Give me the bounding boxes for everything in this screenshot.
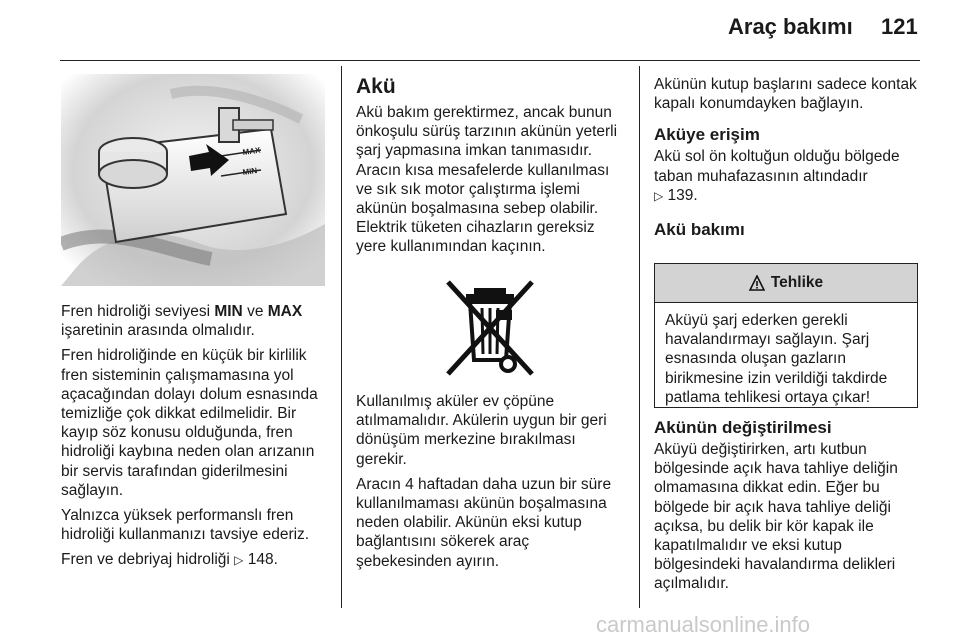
battery-access-paragraph: Akü sol ön koltuğun olduğu bölgede taban muhafazasının altındadır [654, 148, 900, 185]
column-divider-2 [639, 66, 640, 608]
page-ref-arrow-icon: ▷ [234, 553, 244, 568]
watermark: carmanualsonline.info [596, 612, 811, 637]
battery-disposal-paragraph: Kullanılmış aküler ev çöpüne atılmamalıdır. Akülerin uygun bir geri dönüşüm merkezine bırakılması gerekir. [356, 393, 607, 468]
brake-clutch-fluid-reference: Fren ve debriyaj hidroliği ▷ 148. [61, 551, 278, 569]
danger-warning-box [654, 263, 918, 408]
column-2-lower [356, 392, 626, 577]
page-number: 121 [881, 14, 918, 39]
danger-title: Tehlike [770, 274, 824, 291]
danger-text: Aküyü şarj ederken gerekli havalandırmayı sağlayın. Şarj esnasında oluşan gazların birikmesine izin verildiği takdirde patlama tehlikesi ortaya çıkar! [665, 312, 888, 406]
column-3-lower [654, 418, 922, 600]
crossed-out-bin-icon [436, 274, 544, 382]
section-title-battery-access: Aküye erişim [654, 125, 760, 145]
battery-access-reference: ▷ 139. [654, 186, 698, 204]
max-mark-label: MAX [242, 145, 261, 157]
brake-fluid-cleanliness-paragraph: Fren hidroliğinde en küçük bir kirlilik fren sisteminin çalışmamasına yol açacağından dolayı dolum esnasında temizliğe çok dikkat edilmelidir. Bir kayıp söz konusu olduğunda, fren hidroliği kaybına neden olan arızanın bir servis tarafından giderilmesini sağlayın. [61, 347, 318, 499]
page-header-title: Araç bakımı [728, 14, 853, 39]
column-2 [356, 75, 626, 263]
section-title-battery-maintenance: Akü bakımı [654, 220, 745, 240]
battery-replacement-paragraph: Aküyü değiştirirken, artı kutbun bölgesinde açık hava tahliye deliğin olmamasına dikkat edin. Eğer bu bölgede bir açık hava tahliye deliği açıksa, bu delik bir kör kapak ile kapatılmalıdır ve eksi kutup bölgesindeki havalandırma delikleri açılmalıdır. [654, 441, 898, 593]
brake-fluid-recommendation-paragraph: Yalnızca yüksek performanslı fren hidroliği kullanmanızı tavsiye ederiz. [61, 507, 310, 544]
section-title-battery: Akü [356, 75, 396, 98]
warning-triangle-icon [749, 275, 765, 291]
page-ref-arrow-icon: ▷ [654, 188, 664, 203]
brake-fluid-level-paragraph: Fren hidroliği seviyesi MIN ve MAX işaretinin arasında olmalıdır. [61, 303, 303, 340]
danger-header [655, 264, 917, 303]
battery-intro-paragraph: Akü bakım gerektirmez, ancak bunun önkoşulu sürüş tarzının akünün yeterli şarj yapmasına imkan tanımasıdır. Aracın kısa mesafelerde kullanılması ve sık sık motor çalıştırma işlemi akünün boşalmasına sebep olabilir. Elektrik tüketen cihazların gereksiz yere kullanımından kaçının. [356, 104, 618, 256]
brake-fluid-reservoir-illustration [61, 74, 325, 286]
header-rule [60, 60, 920, 61]
column-3 [654, 75, 922, 242]
battery-disconnect-paragraph: Aracın 4 haftadan daha uzun bir süre kullanılmaması akünün boşalmasına neden olabilir. Akünün eksi kutup bağlantısını sökerek araç şebekesinden ayırın. [356, 475, 612, 570]
column-1 [61, 302, 329, 577]
battery-terminal-paragraph: Akünün kutup başlarını sadece kontak kapalı konumdayken bağlayın. [654, 76, 917, 113]
min-mark-label: MIN [242, 166, 258, 177]
section-title-battery-replacement: Akünün değiştirilmesi [654, 418, 832, 437]
column-divider-1 [341, 66, 342, 608]
